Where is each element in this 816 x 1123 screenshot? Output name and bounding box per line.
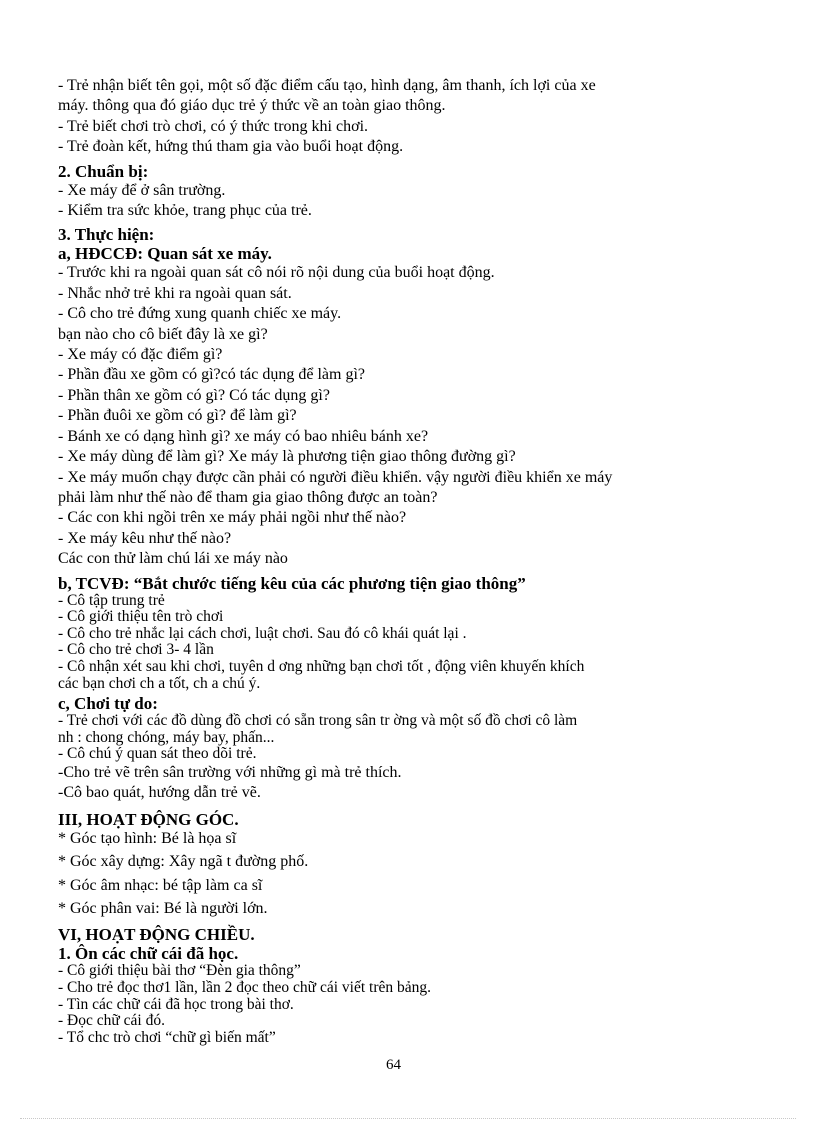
text-line: * Góc phân vai: Bé là người lớn. xyxy=(58,899,268,917)
text-line: - Xe máy dùng để làm gì? Xe máy là phương tiện giao thông đường gì? xyxy=(58,448,516,466)
page-number: 64 xyxy=(386,1057,401,1073)
text-line: Các con thử làm chú lái xe máy nào xyxy=(58,550,288,568)
text-line: - Phần đầu xe gồm có gì?có tác dụng để làm gì? xyxy=(58,366,366,384)
text-line: - Xe máy có đặc điểm gì? xyxy=(58,346,223,364)
section-heading: c, Chơi tự do: xyxy=(58,694,158,714)
text-line: phải làm như thế nào để tham gia giao thông được an toàn? xyxy=(58,488,438,506)
text-line: - Cô giới thiệu bài thơ “Đèn gia thông” xyxy=(58,962,301,980)
text-line: - Phần đuôi xe gồm có gì? để làm gì? xyxy=(58,407,297,425)
text-line: - Cho trẻ đọc thơ1 lần, lần 2 đọc theo chữ cái viết trên bảng. xyxy=(58,978,431,996)
text-line: - Cô tập trung trẻ xyxy=(58,591,165,609)
text-line: - Trẻ đoàn kết, hứng thú tham gia vào buổi hoạt động. xyxy=(58,138,404,156)
text-line: * Góc âm nhạc: bé tập làm ca sĩ xyxy=(58,876,263,894)
text-line: - Cô cho trẻ chơi 3- 4 lần xyxy=(58,641,214,659)
text-line: - Cô nhận xét sau khi chơi, tuyên d ơng những bạn chơi tốt , động viên khuyến khích xyxy=(58,657,585,675)
text-line: - Cô cho trẻ đứng xung quanh chiếc xe máy. xyxy=(58,305,342,323)
text-line: * Góc xây dựng: Xây ngã t đường phố. xyxy=(58,853,309,871)
section-heading: III, HOẠT ĐỘNG GÓC. xyxy=(58,809,239,829)
text-line: -Cho trẻ vẽ trên sân trường với những gì mà trẻ thích. xyxy=(58,763,402,781)
text-line: - Phần thân xe gồm có gì? Có tác dụng gì? xyxy=(58,386,330,404)
text-line: - Cô chú ý quan sát theo dõi trẻ. xyxy=(58,745,257,763)
text-line: - Các con khi ngồi trên xe máy phải ngồi như thế nào? xyxy=(58,509,407,527)
text-line: - Trẻ biết chơi trò chơi, có ý thức trong khi chơi. xyxy=(58,117,369,135)
section-heading: b, TCVĐ: “Bắt chước tiếng kêu của các phương tiện giao thông” xyxy=(58,573,526,593)
text-line: * Góc tạo hình: Bé là họa sĩ xyxy=(58,829,237,847)
section-heading: 3. Thực hiện: xyxy=(58,225,155,245)
text-line: - Trẻ nhận biết tên gọi, một số đặc điểm cấu tạo, hình dạng, âm thanh, ích lợi của xe xyxy=(58,77,596,94)
section-heading: 1. Ôn các chữ cái đã học. xyxy=(58,944,239,964)
text-line: bạn nào cho cô biết đây là xe gì? xyxy=(58,325,268,343)
text-line: các bạn chơi ch a tốt, ch a chú ý. xyxy=(58,674,261,692)
text-line: - Nhắc nhở trẻ khi ra ngoài quan sát. xyxy=(58,284,292,302)
text-line: - Xe máy muốn chạy được cần phải có người điều khiển. vậy người điều khiển xe máy xyxy=(58,468,613,486)
text-line: - Bánh xe có dạng hình gì? xe máy có bao nhiêu bánh xe? xyxy=(58,427,429,445)
section-heading: VI, HOẠT ĐỘNG CHIỀU. xyxy=(58,925,255,945)
text-line: - Trẻ chơi với các đồ dùng đồ chơi có sẵn trong sân tr ờng và một số đồ chơi cô làm xyxy=(58,712,578,730)
text-line: máy. thông qua đó giáo dục trẻ ý thức về an toàn giao thông. xyxy=(58,97,446,115)
text-line: - Xe máy để ở sân trường. xyxy=(58,181,226,199)
text-line: - Cô giới thiệu tên trò chơi xyxy=(58,608,224,626)
text-line: - Trước khi ra ngoài quan sát cô nói rõ nội dung của buổi hoạt động. xyxy=(58,264,495,282)
text-line: -Cô bao quát, hướng dẫn trẻ vẽ. xyxy=(58,784,261,802)
page-bottom-border xyxy=(20,1118,796,1119)
text-line: - Đọc chữ cái đó. xyxy=(58,1012,165,1030)
section-heading: 2. Chuẩn bị: xyxy=(58,161,149,181)
text-line: - Tìn các chữ cái đã học trong bài thơ. xyxy=(58,995,294,1013)
text-line: - Tổ chc trò chơi “chữ gì biến mất” xyxy=(58,1028,276,1046)
text-line: nh : chong chóng, máy bay, phấn... xyxy=(58,728,275,746)
section-heading: a, HĐCCĐ: Quan sát xe máy. xyxy=(58,244,272,264)
text-line: - Cô cho trẻ nhắc lại cách chơi, luật chơi. Sau đó cô khái quát lại . xyxy=(58,624,467,642)
text-line: - Kiểm tra sức khỏe, trang phục của trẻ. xyxy=(58,202,312,220)
lesson-plan-body xyxy=(58,76,728,1046)
text-line: - Xe máy kêu như thế nào? xyxy=(58,529,232,547)
